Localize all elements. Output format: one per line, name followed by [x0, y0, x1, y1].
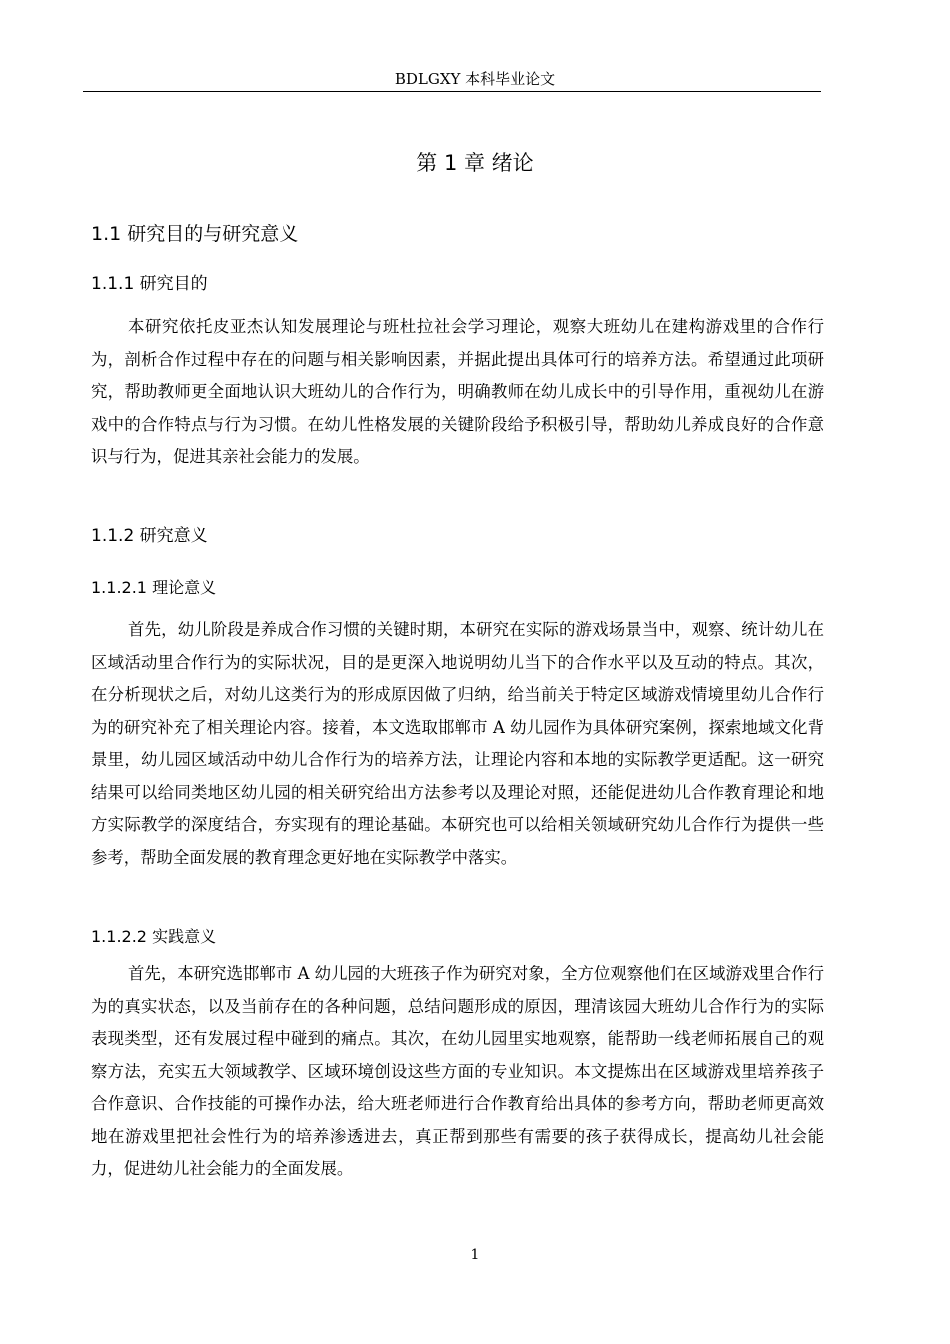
chapter-title: 第 1 章 绪论 [416, 151, 534, 175]
header-divider [83, 91, 821, 92]
running-header: BDLGXY 本科毕业论文 [394, 70, 556, 88]
section-heading-1-1-2-2: 1.1.2.2 实践意义 [91, 927, 217, 946]
paragraph-research-purpose: 本研究依托皮亚杰认知发展理论与班杜拉社会学习理论，观察大班幼儿在建构游戏里的合作行为，剖析合作过程中存在的问题与相关影响因素，并据此提出具体可行的培养方法。希望通过此项研究，帮助教师更全面地认识大班幼儿的合作行为，明确教师在幼儿成长中的引导作用，重视幼儿在游戏中的合作特点与行为习惯。在幼儿性格发展的关键阶段给予积极引导，帮助幼儿养成良好的合作意识与行为，促进其亲社会能力的发展。 [91, 317, 824, 466]
page-number: 1 [470, 1247, 480, 1263]
section-heading-1-1: 1.1 研究目的与研究意义 [91, 223, 299, 245]
paragraph-practical-significance: 首先，本研究选邯郸市 A 幼儿园的大班孩子作为研究对象，全方位观察他们在区域游戏里合作行为的真实状态，以及当前存在的各种问题，总结问题形成的原因，理清该园大班幼儿合作行为的实际表现类型，还有发展过程中碰到的痛点。其次，在幼儿园里实地观察，能帮助一线老师拓展自己的观察方法，充实五大领域教学、区域环境创设这些方面的专业知识。本文提炼出在区域游戏里培养孩子合作意识、合作技能的可操作办法，给大班老师进行合作教育给出具体的参考方向，帮助老师更高效地在游戏里把社会性行为的培养渗透进去，真正帮到那些有需要的孩子获得成长，提高幼儿社会能力，促进幼儿社会能力的全面发展。 [91, 964, 824, 1178]
section-heading-1-1-2: 1.1.2 研究意义 [91, 526, 208, 546]
section-heading-1-1-2-1: 1.1.2.1 理论意义 [91, 578, 217, 597]
section-heading-1-1-1: 1.1.1 研究目的 [91, 274, 208, 294]
paragraph-theoretical-significance: 首先，幼儿阶段是养成合作习惯的关键时期，本研究在实际的游戏场景当中，观察、统计幼儿在区域活动里合作行为的实际状况，目的是更深入地说明幼儿当下的合作水平以及互动的特点。其次，在分析现状之后，对幼儿这类行为的形成原因做了归纳，给当前关于特定区域游戏情境里幼儿合作行为的研究补充了相关理论内容。接着，本文选取邯郸市 A 幼儿园作为具体研究案例，探索地域文化背景里，幼儿园区域活动中幼儿合作行为的培养方法，让理论内容和本地的实际教学更适配。这一研究结果可以给同类地区幼儿园的相关研究给出方法参考以及理论对照，还能促进幼儿合作教育理论和地方实际教学的深度结合，夯实现有的理论基础。本研究也可以给相关领域研究幼儿合作行为提供一些参考，帮助全面发展的教育理念更好地在实际教学中落实。 [91, 620, 824, 867]
